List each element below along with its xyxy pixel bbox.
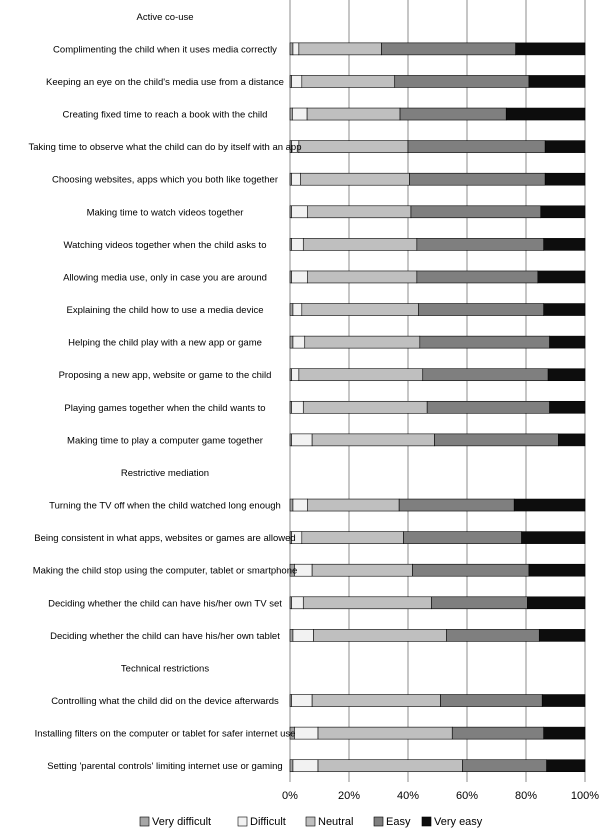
bars (290, 43, 585, 772)
bar-segment-difficult (291, 434, 312, 446)
bar-segment-difficult (291, 173, 300, 185)
bar-segment-neutral (303, 401, 427, 413)
bar-segment-difficult (293, 760, 318, 772)
legend-swatch-easy (374, 817, 383, 826)
category-label-choosing-websites-apps-which-you-both-li: Choosing websites, apps which you both like together (51, 174, 279, 186)
legend-label-neutral: Neutral (318, 816, 354, 828)
bar-segment-neutral (314, 629, 447, 641)
bar-segment-very-easy (516, 43, 585, 55)
bar-segment-difficult (292, 108, 307, 120)
bar-segment-easy (446, 629, 539, 641)
bar-segment-easy (381, 43, 515, 55)
legend-label-very-easy: Very easy (434, 816, 483, 828)
bar-segment-easy (440, 695, 542, 707)
bar-segment-difficult (293, 336, 305, 348)
bar-segment-very-difficult (290, 43, 293, 55)
bar-segment-neutral (302, 304, 419, 316)
bar-segment-very-easy (506, 108, 585, 120)
bar-segment-easy (432, 597, 528, 609)
category-label-complimenting-the-child-when-it-uses-med: Complimenting the child when it uses media correctly (53, 44, 277, 56)
category-label-explaining-the-child-how-to-use-a-media-: Explaining the child how to use a media device (66, 305, 264, 317)
bar-segment-neutral (308, 206, 411, 218)
bar-segment-very-easy (550, 401, 585, 413)
bar-segment-very-easy (522, 532, 585, 544)
category-label-keeping-an-eye-on-the-child-s-media-use-: Keeping an eye on the child's media use from a distance (46, 76, 284, 88)
bar-segment-difficult (291, 75, 301, 87)
bar-segment-very-easy (514, 499, 585, 511)
bar-segment-neutral (307, 108, 400, 120)
x-tick-label: 60% (455, 790, 479, 802)
x-tick-label: 100% (570, 790, 600, 802)
category-label-controlling-what-the-child-did-on-the-de: Controlling what the child did on the device afterwards (51, 696, 279, 708)
bar-segment-very-difficult (290, 336, 293, 348)
bar-segment-difficult (291, 695, 312, 707)
legend-label-very-difficult: Very difficult (152, 816, 212, 828)
bar-segment-difficult (293, 304, 302, 316)
bar-segment-easy (463, 760, 547, 772)
category-label-making-the-child-stop-using-the-computer: Making the child stop using the computer, tablet or smartphone (32, 565, 298, 577)
bar-segment-easy (452, 727, 543, 739)
category-label-playing-games-together-when-the-child-wa: Playing games together when the child wants to (64, 402, 266, 414)
bar-segment-difficult (291, 238, 303, 250)
legend-swatch-very-easy (422, 817, 431, 826)
bar-segment-very-easy (538, 271, 585, 283)
bar-segment-neutral (305, 336, 420, 348)
bar-segment-very-easy (547, 760, 585, 772)
bar-segment-very-easy (529, 75, 585, 87)
category-label-being-consistent-in-what-apps-websites-o: Being consistent in what apps, websites or games are allowed (34, 533, 296, 545)
bar-segment-very-easy (544, 304, 585, 316)
legend-swatch-very-difficult (140, 817, 149, 826)
bar-segment-difficult (291, 206, 307, 218)
bar-segment-neutral (299, 43, 382, 55)
bar-segment-very-easy (541, 206, 585, 218)
category-label-proposing-a-new-app-website-or-game-to-t: Proposing a new app, website or game to the child (58, 370, 272, 382)
bar-segment-very-difficult (290, 304, 293, 316)
category-label-watching-videos-together-when-the-child-: Watching videos together when the child asks to (63, 239, 267, 251)
bar-segment-neutral (308, 271, 417, 283)
bar-segment-difficult (291, 401, 303, 413)
bar-segment-easy (435, 434, 559, 446)
x-tick-label: 0% (282, 790, 298, 802)
bar-segment-very-difficult (290, 108, 292, 120)
legend-label-easy: Easy (386, 816, 411, 828)
bar-segment-difficult (291, 597, 303, 609)
bar-segment-neutral (308, 499, 399, 511)
bar-segment-very-difficult (290, 760, 293, 772)
bar-segment-easy (400, 108, 506, 120)
category-label-setting-parental-controls-limiting-inter: Setting 'parental controls' limiting internet use or gaming (47, 761, 283, 773)
bar-segment-difficult (293, 629, 314, 641)
category-label-installing-filters-on-the-computer-or-ta: Installing filters on the computer or tablet for safer internet use (34, 728, 296, 740)
bar-segment-neutral (312, 695, 440, 707)
category-label-creating-fixed-time-to-reach-a-book-with: Creating fixed time to reach a book with the child (62, 109, 268, 121)
bar-segment-neutral (312, 564, 412, 576)
category-label-allowing-media-use-only-in-case-you-are-: Allowing media use, only in case you are around (63, 272, 267, 284)
bar-segment-neutral (302, 532, 404, 544)
x-tick-label: 80% (514, 790, 538, 802)
category-label-active-co-use: Active co-use (136, 11, 194, 23)
legend-label-difficult: Difficult (250, 816, 286, 828)
bar-segment-very-easy (545, 141, 585, 153)
bar-segment-very-difficult (290, 629, 293, 641)
bar-segment-difficult (294, 727, 318, 739)
category-label-taking-time-to-observe-what-the-child-ca: Taking time to observe what the child can do by itself with an app (28, 142, 302, 154)
bar-segment-easy (427, 401, 549, 413)
category-label-making-time-to-play-a-computer-game-toge: Making time to play a computer game together (67, 435, 263, 447)
bar-segment-easy (420, 336, 550, 348)
bar-segment-easy (404, 532, 522, 544)
bar-segment-neutral (318, 727, 452, 739)
bar-segment-very-easy (539, 629, 585, 641)
bar-segment-very-easy (527, 597, 585, 609)
bar-segment-very-easy (542, 695, 585, 707)
bar-segment-neutral (302, 75, 395, 87)
bar-segment-easy (411, 206, 541, 218)
bar-segment-easy (417, 271, 538, 283)
bar-segment-difficult (293, 43, 299, 55)
category-label-making-time-to-watch-videos-together: Making time to watch videos together (86, 207, 244, 219)
legend-swatch-difficult (238, 817, 247, 826)
legend (140, 816, 483, 828)
category-label-deciding-whether-the-child-can-have-his-: Deciding whether the child can have his/her own TV set (48, 598, 282, 610)
bar-segment-difficult (291, 369, 298, 381)
category-label-turning-the-tv-off-when-the-child-watche: Turning the TV off when the child watched long enough (49, 500, 281, 512)
bar-segment-easy (399, 499, 514, 511)
bar-segment-very-difficult (290, 499, 293, 511)
bar-segment-very-easy (558, 434, 585, 446)
bar-segment-easy (409, 173, 545, 185)
category-label-helping-the-child-play-with-a-new-app-or: Helping the child play with a new app or game (68, 337, 262, 349)
bar-segment-easy (418, 304, 543, 316)
x-tick-label: 20% (337, 790, 361, 802)
bar-segment-neutral (318, 760, 463, 772)
bar-segment-neutral (312, 434, 434, 446)
bar-segment-neutral (300, 173, 409, 185)
x-tick-label: 40% (396, 790, 420, 802)
bar-segment-neutral (299, 141, 408, 153)
bar-segment-easy (417, 238, 544, 250)
bar-segment-difficult (293, 499, 308, 511)
bar-segment-neutral (299, 369, 423, 381)
bar-segment-easy (412, 564, 529, 576)
category-label-restrictive-mediation: Restrictive mediation (120, 467, 210, 479)
bar-segment-very-easy (529, 564, 585, 576)
bar-segment-easy (408, 141, 545, 153)
bar-segment-very-easy (548, 369, 585, 381)
bar-segment-very-easy (550, 336, 585, 348)
bar-segment-neutral (303, 238, 417, 250)
category-labels (28, 12, 301, 772)
bar-segment-difficult (291, 271, 307, 283)
bar-segment-easy (423, 369, 548, 381)
bar-segment-very-easy (544, 238, 585, 250)
bar-segment-easy (395, 75, 529, 87)
category-label-deciding-whether-the-child-can-have-his-: Deciding whether the child can have his/her own tablet (50, 630, 280, 642)
bar-segment-very-easy (544, 727, 585, 739)
legend-swatch-neutral (306, 817, 315, 826)
bar-segment-very-easy (545, 173, 585, 185)
category-label-technical-restrictions: Technical restrictions (120, 663, 210, 675)
bar-segment-neutral (303, 597, 431, 609)
x-axis-ticks (282, 790, 599, 802)
